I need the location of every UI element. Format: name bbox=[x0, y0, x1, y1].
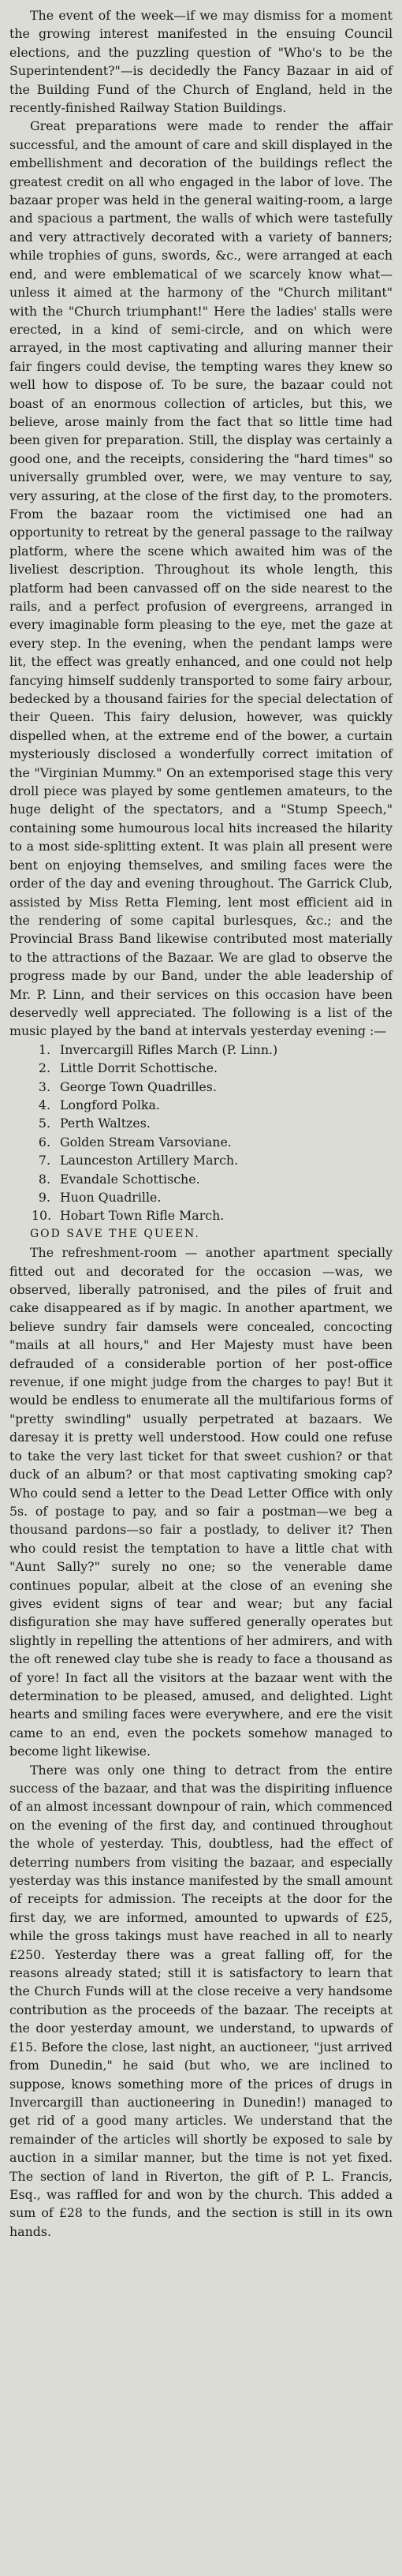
newspaper-column bbox=[9, 6, 393, 2563]
music-list-item: 6. Golden Stream Varsoviane. bbox=[38, 1134, 232, 1150]
article-paragraph-1: The event of the week—if we may dismiss for a moment the growing interest manifested in the ensuing Council elections, and the puzzling question of "Who's to be the Superintendent?"—is decidedly the Fancy Bazaar in aid of the Building Fund of the Church of England, held in the recently-finished Railway Station Buildings. bbox=[9, 8, 393, 116]
article-paragraph-2: Great preparations were made to render the affair successful, and the amount of care and skill displayed in the embellishment and decoration of the buildings reflect the greatest credit on all who engaged in the labor of love. The bazaar proper was held in the general waiting-room, a large and spacious a partment, the walls of which were tastefully and very attractively decorated with a variety of banners; while trophies of guns, swords, &c., were arranged at each end, and were emblematical of we scarcely know what—unless it aimed at the harmony of the "Church militant" with the "Church triumphant!" Here the ladies' stalls were erected, in a kind of semi-circle, and on which were arrayed, in the most captivating and alluring manner their fair fingers could devise, the tempting wares they knew so well how to dispose of. To be sure, the bazaar could not boast of an enormous collection of articles, but this, we believe, arose mainly from the fact that so little time had been given for preparation. Still, the display was certainly a good one, and the receipts, considering the "hard times" so universally grumbled over, were, we may venture to say, very assuring, at the close of the first day, to the promoters. From the bazaar room the victimised one had an opportunity to retreat by the general passage to the railway platform, where the scene which awaited him was of the liveliest description. Throughout its whole length, this platform had been canvassed off on the side nearest to the rails, and a perfect profusion of evergreens, arranged in every imaginable form pleasing to the eye, met the gaze at every step. In the evening, when the pendant lamps were lit, the effect was greatly enhanced, and one could not help fancying himself suddenly transported to some fairy arbour, bedecked by a thousand fairies for the special delectation of their Queen. This fairy delusion, however, was quickly dispelled when, at the extreme end of the bower, a curtain mysteriously disclosed a wonderfully correct imitation of the "Virginian Mummy." On an extemporised stage this very droll piece was played by some gentlemen amateurs, to the huge delight of the spectators, and a "Stump Speech," containing some humourous local hits increased the hilarity to a most side-splitting extent. It was plain all present were bent on enjoying themselves, and smiling faces were the order of the day and evening throughout. The Garrick Club, assisted by Miss Retta Fleming, lent most efficient aid in the rendering of some capital burlesques, &c.; and the Provincial Brass Band likewise contributed most materially to the attractions of the Bazaar. We are glad to observe the progress made by our Band, under the able leadership of Mr. P. Linn, and their services on this occasion have been deservedly well appreciated. The following is a list of the music played by the band at intervals yesterday evening :— bbox=[9, 118, 393, 1039]
music-list-item: 4. Longford Polka. bbox=[38, 1097, 160, 1112]
music-list-item: 2. Little Dorrit Schottische. bbox=[38, 1060, 218, 1076]
music-list-item: 7. Launceston Artillery March. bbox=[38, 1153, 239, 1168]
music-list-item: 3. George Town Quadrilles. bbox=[38, 1079, 217, 1094]
article-paragraph-3: The refreshment-room — another apartment specially fitted out and decorated for the occasion —was, we observed, liberally patronised, and the piles of fruit and cake disappeared as if by magic. In another apartment, we believe sundry fair damsels were concealed, concocting "mails at all hours," and Her Majesty must have been defrauded of a considerable portion of her post-office revenue, if one might judge from the charges to pay! But it would be endless to enumerate all the multifarious forms of "pretty swindling" usually perpetrated at bazaars. We daresay it is pretty well understood. How could one refuse to take the very last ticket for that sweet cushion? or that duck of an album? or that most captivating smoking cap? Who could send a letter to the Dead Letter Office with only 5s. of postage to pay, and so fair a postman—we beg a thousand pardons—so fair a postlady, to deliver it? Then who could resist the temptation to have a little chat with "Aunt Sally?" surely no one; so the venerable dame continues popular, albeit at the close of an evening she gives evident signs of tear and wear; but any facial disfiguration she may have suffered generally operates but slightly in repelling the attentions of her admirers, and with the oft renewed clay tube she is ready to face a thousand as of yore! In fact all the visitors at the bazaar went with the determination to be pleased, amused, and delighted. Light hearts and smiling faces were everywhere, and ere the visit came to an end, even the pockets somehow managed to become light likewise. bbox=[9, 1245, 393, 1759]
music-list-item: 8. Evandale Schottische. bbox=[38, 1171, 200, 1187]
music-list-item: 1. Invercargill Rifles March (P. Linn.) bbox=[38, 1041, 278, 1057]
music-list bbox=[32, 1041, 393, 1225]
music-list-item: 10. Hobart Town Rifle March. bbox=[32, 1208, 225, 1224]
music-list-item: 5. Perth Waltzes. bbox=[38, 1116, 151, 1131]
music-list-item: 9. Huon Quadrille. bbox=[38, 1190, 162, 1205]
article-paragraph-4: There was only one thing to detract from the entire success of the bazaar, and that was the dispiriting influence of an almost incessant downpour of rain, which commenced on the evening of the first day, and continued throughout the whole of yesterday. This, doubtless, had the effect of deterring numbers from visiting the bazaar, and especially yesterday was this instance manifested by the small amount of receipts for admission. The receipts at the door for the first day, we are informed, amounted to upwards of £25, while the gross takings must have reached in all to nearly £250. Yesterday there was a great falling off, for the reasons already stated; still it is satisfactory to learn that the Church Funds will at the close receive a very handsome contribution as the proceeds of the bazaar. The receipts at the door yesterday amount, we understand, to upwards of £15. Before the close, last night, an auctioneer, "just arrived from Dunedin," he said (but who, we are inclined to suppose, knows something more of the prices of drugs in Invercargill than auctioneering in Dunedin!) managed to get rid of a good many articles. We understand that the remainder of the articles will shortly be exposed to sale by auction in a similar manner, but the time is not yet fixed. The section of land in Riverton, the gift of P. L. Francis, Esq., was raffled for and won by the church. This added a sum of £28 to the funds, and the section is still in its own hands. bbox=[9, 1762, 393, 2239]
closing-line: GOD SAVE THE QUEEN. bbox=[30, 1227, 200, 1240]
